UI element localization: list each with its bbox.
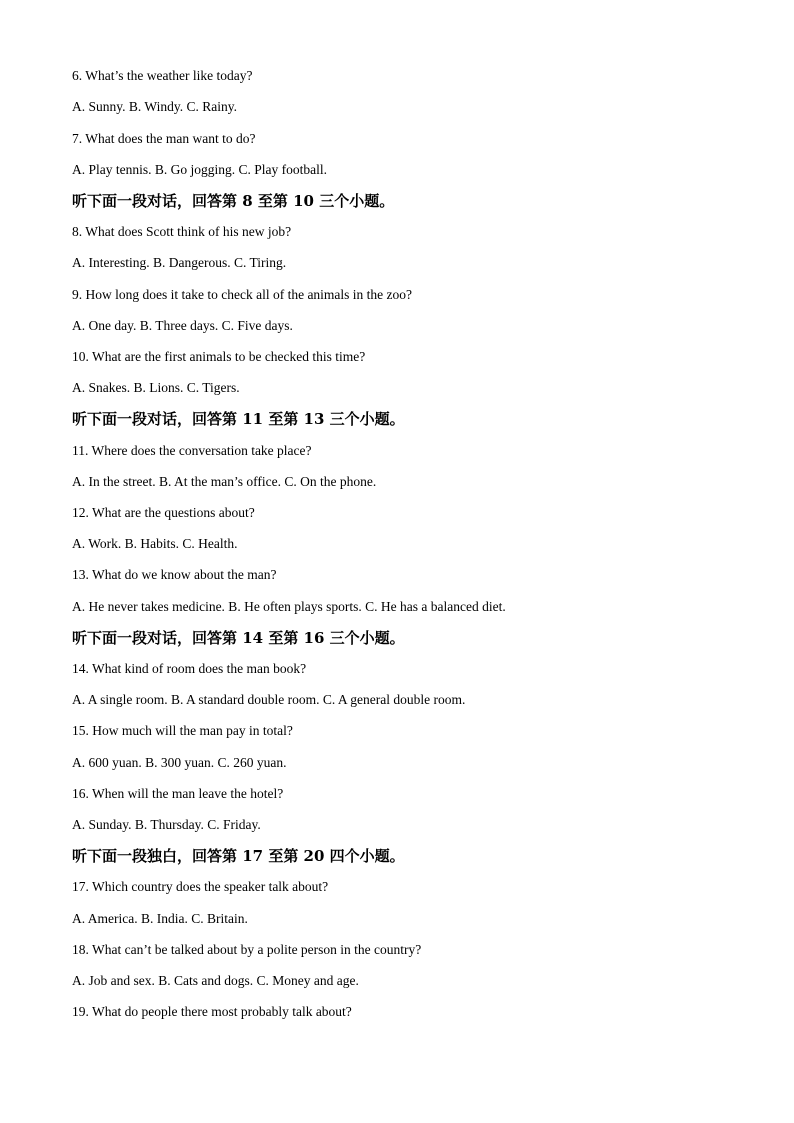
- options-13: A. He never takes medicine. B. He often plays sports. C. He has a balanced diet.: [72, 599, 506, 614]
- question-11: 11. Where does the conversation take place?: [72, 443, 312, 458]
- options-15: A. 600 yuan. B. 300 yuan. C. 260 yuan.: [72, 755, 287, 770]
- question-6: 6. What’s the weather like today?: [72, 68, 253, 83]
- options-10: A. Snakes. B. Lions. C. Tigers.: [72, 380, 240, 395]
- options-11: A. In the street. B. At the man’s office. C. On the phone.: [72, 474, 377, 489]
- question-14: 14. What kind of room does the man book?: [72, 661, 307, 676]
- question-9: 9. How long does it take to check all of the animals in the zoo?: [72, 287, 413, 302]
- question-19: 19. What do people there most probably talk about?: [72, 1004, 352, 1019]
- options-14: A. A single room. B. A standard double room. C. A general double room.: [72, 692, 466, 707]
- question-12: 12. What are the questions about?: [72, 505, 255, 520]
- question-15: 15. How much will the man pay in total?: [72, 723, 293, 738]
- section-heading-17-20: 听下面一段独白，回答第 17 至第 20 四个小题。: [72, 847, 405, 865]
- question-17: 17. Which country does the speaker talk about?: [72, 879, 329, 894]
- section-heading-14-16: 听下面一段对话，回答第 14 至第 16 三个小题。: [72, 629, 405, 647]
- options-16: A. Sunday. B. Thursday. C. Friday.: [72, 817, 261, 832]
- question-10: 10. What are the first animals to be checked this time?: [72, 349, 366, 364]
- question-8: 8. What does Scott think of his new job?: [72, 224, 292, 239]
- options-8: A. Interesting. B. Dangerous. C. Tiring.: [72, 255, 287, 270]
- options-7: A. Play tennis. B. Go jogging. C. Play football.: [72, 162, 327, 177]
- section-heading-11-13: 听下面一段对话，回答第 11 至第 13 三个小题。: [72, 410, 405, 428]
- options-17: A. America. B. India. C. Britain.: [72, 911, 248, 926]
- options-9: A. One day. B. Three days. C. Five days.: [72, 318, 293, 333]
- options-18: A. Job and sex. B. Cats and dogs. C. Money and age.: [72, 973, 359, 988]
- question-18: 18. What can’t be talked about by a polite person in the country?: [72, 942, 422, 957]
- question-7: 7. What does the man want to do?: [72, 131, 256, 146]
- question-16: 16. When will the man leave the hotel?: [72, 786, 284, 801]
- options-12: A. Work. B. Habits. C. Health.: [72, 536, 238, 551]
- options-6: A. Sunny. B. Windy. C. Rainy.: [72, 99, 237, 114]
- question-13: 13. What do we know about the man?: [72, 567, 277, 582]
- section-heading-8-10: 听下面一段对话，回答第 8 至第 10 三个小题。: [72, 192, 395, 210]
